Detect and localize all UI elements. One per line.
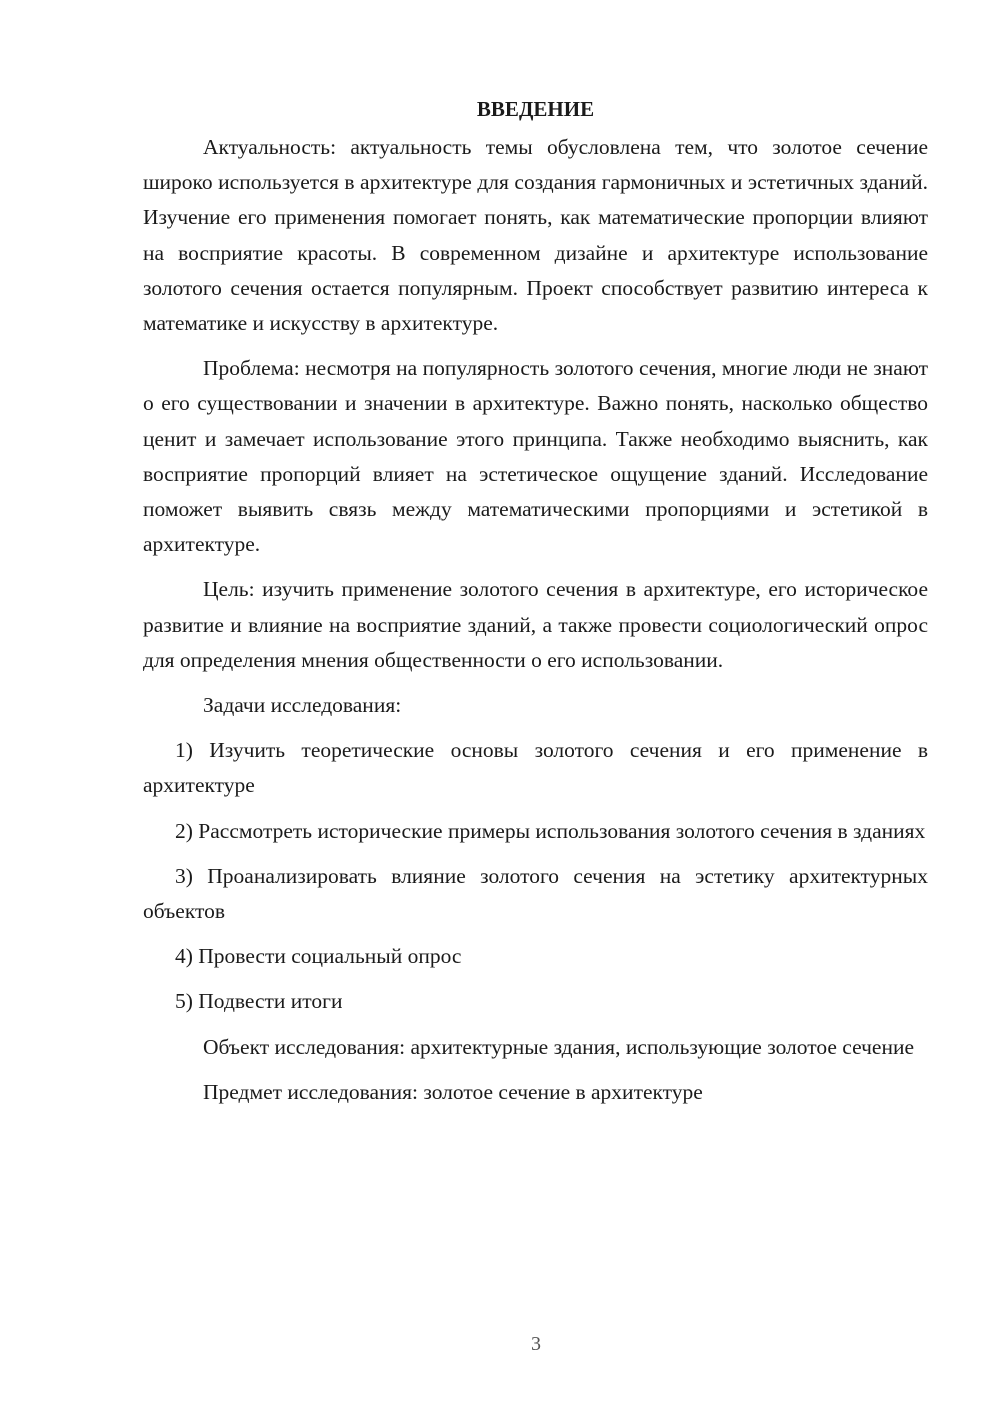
paragraph-relevance: Актуальность: актуальность темы обусловлена тем, что золотое сечение широко используется в архитектуре для создания гармоничных и эстетичных зданий. Изучение его применения помогает понять, как математические пропорции влияют на восприятие красоты. В современном дизайне и архитектуре использование золотого сечения остается популярным. Проект способствует развитию интереса к математике и искусству в архитектуре. bbox=[143, 135, 928, 336]
paragraph-object: Объект исследования: архитектурные здания, использующие золотое сечение bbox=[203, 1034, 915, 1059]
section-heading: ВВЕДЕНИЕ bbox=[476, 97, 595, 121]
task-item-2: 2) Рассмотреть исторические примеры использования золотого сечения в зданиях bbox=[175, 818, 926, 843]
task-item-4: 4) Провести социальный опрос bbox=[175, 944, 462, 969]
paragraph-subject: Предмет исследования: золотое сечение в архитектуре bbox=[203, 1079, 703, 1104]
task-item-3: 3) Проанализировать влияние золотого сечения на эстетику архитектурных объектов bbox=[143, 863, 928, 924]
paragraph-tasks-intro: Задачи исследования: bbox=[203, 693, 402, 718]
paragraph-problem: Проблема: несмотря на популярность золотого сечения, многие люди не знают о его существовании и значении в архитектуре. Важно понять, насколько общество ценит и замечает использование этого принципа. Также необходимо выяснить, как восприятие пропорций влияет на эстетическое ощущение зданий. Исследование поможет выявить связь между математическими пропорциями и эстетикой в архитектуре. bbox=[143, 356, 928, 557]
task-item-1: 1) Изучить теоретические основы золотого сечения и его применение в архитектуре bbox=[143, 738, 928, 798]
task-item-5: 5) Подвести итоги bbox=[175, 989, 343, 1014]
page-number: 3 bbox=[531, 1333, 541, 1355]
tasks-list bbox=[143, 733, 928, 1019]
paragraph-goal: Цель: изучить применение золотого сечения в архитектуре, его историческое развитие и влияние на восприятие зданий, а также провести социологический опрос для определения мнения общественности о его использовании. bbox=[143, 577, 928, 672]
document-page bbox=[143, 94, 928, 1120]
